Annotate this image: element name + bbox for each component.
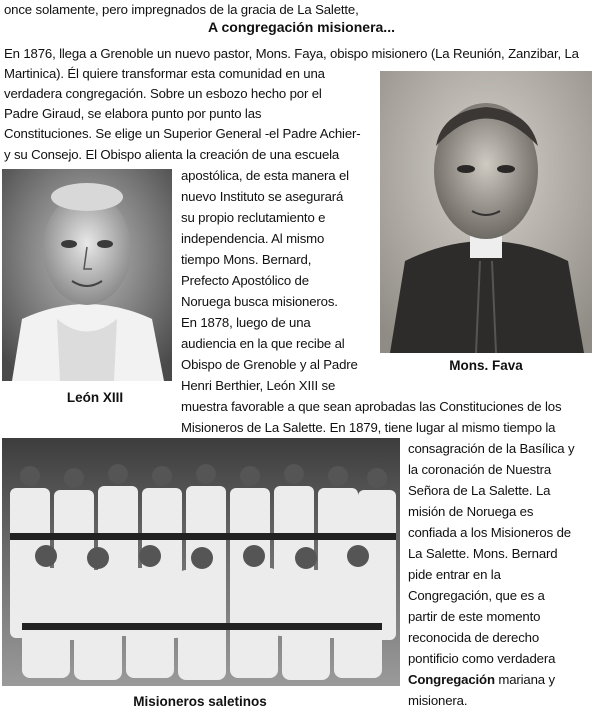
text-line: consagración de la Basílica y xyxy=(408,441,575,456)
text-line: Henri Berthier, León XIII se xyxy=(181,378,336,393)
text-line xyxy=(408,670,555,689)
text-line: nuevo Instituto se asegurará xyxy=(181,189,344,204)
text-line: Noruega busca misioneros. xyxy=(181,294,338,309)
text-line: confiada a los Misioneros de xyxy=(408,525,571,540)
text-line: pontificio como verdadera xyxy=(408,651,556,666)
text-line: audiencia en la que recibe al xyxy=(181,336,345,351)
congregacion-bold: Congregación xyxy=(408,672,495,687)
text-line: reconocida de derecho xyxy=(408,630,540,645)
leon-xiii-photo xyxy=(2,169,172,381)
section-heading: A congregación misionera... xyxy=(208,19,395,35)
text-line: la coronación de Nuestra xyxy=(408,462,552,477)
text-line: tiempo Mons. Bernard, xyxy=(181,252,312,267)
text-line: En 1878, luego de una xyxy=(181,315,311,330)
text-line: partir de este momento xyxy=(408,609,541,624)
mons-fava-photo xyxy=(380,71,592,353)
text-line: verdadera congregación. Sobre un esbozo hecho por el xyxy=(4,86,322,101)
text-line: apostólica, de esta manera el xyxy=(181,168,349,183)
text-line: En 1876, llega a Grenoble un nuevo pastor, Mons. Faya, obispo misionero (La Reunión, Zanzibar, La xyxy=(4,46,579,61)
text-line: Constituciones. Se elige un Superior General -el Padre Achier- xyxy=(4,126,361,141)
mons-fava-caption: Mons. Fava xyxy=(449,358,523,373)
leon-xiii-caption: León XIII xyxy=(66,390,124,405)
text-line: Padre Giraud, se elabora punto por punto las xyxy=(4,106,262,121)
text-line: Obispo de Grenoble y al Padre xyxy=(181,357,358,372)
text-line: misionera. xyxy=(408,693,468,708)
text-line: pide entrar en la xyxy=(408,567,501,582)
top-line: once solamente, pero impregnados de la gracia de La Salette, xyxy=(4,2,359,17)
text-line: Martinica). Él quiere transformar esta comunidad en una xyxy=(4,66,325,81)
text-line: La Salette. Mons. Bernard xyxy=(408,546,558,561)
text-line: su propio reclutamiento e xyxy=(181,210,326,225)
text-line: Congregación, que es a xyxy=(408,588,545,603)
text-fragment: mariana y xyxy=(494,672,555,687)
missionaries-group-photo xyxy=(2,438,400,686)
text-line: misión de Noruega es xyxy=(408,504,534,519)
text-line: Misioneros de La Salette. En 1879, tiene lugar al mismo tiempo la xyxy=(181,420,556,435)
text-line: y su Consejo. El Obispo alienta la creación de una escuela xyxy=(4,147,340,162)
text-line: Señora de La Salette. La xyxy=(408,483,551,498)
missionaries-caption: Misioneros saletinos xyxy=(133,694,267,709)
text-line: Prefecto Apostólico de xyxy=(181,273,309,288)
text-line: independencia. Al mismo xyxy=(181,231,325,246)
text-line: muestra favorable a que sean aprobadas las Constituciones de los xyxy=(181,399,562,414)
